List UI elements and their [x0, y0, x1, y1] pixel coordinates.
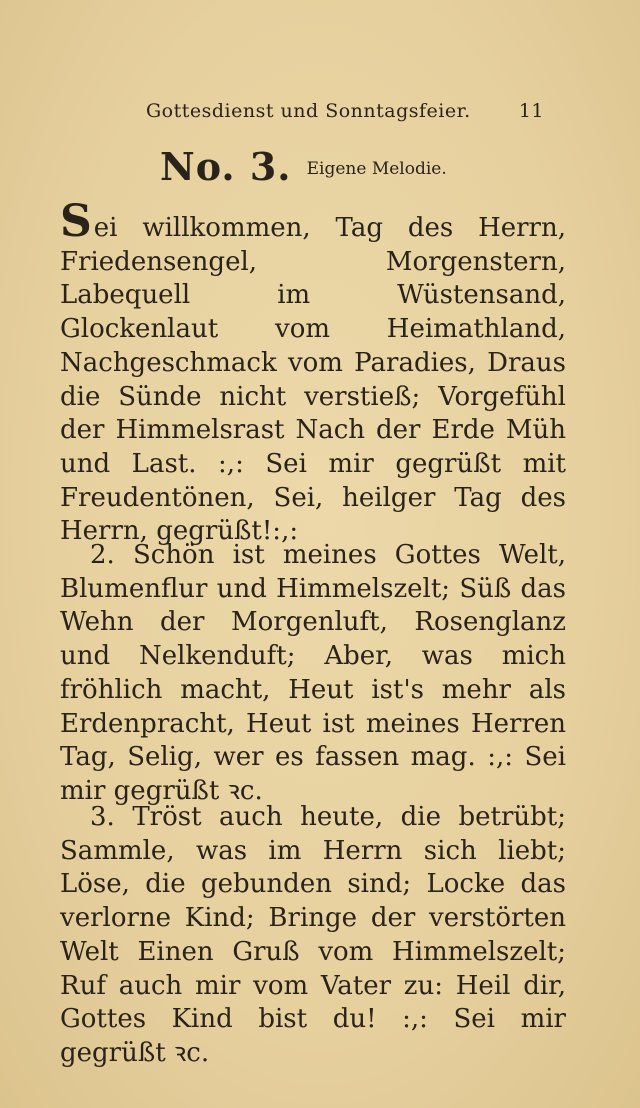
verse-2-text: 2. Schön ist meines Gottes Welt, Blumenflur und Himmelszelt; Süß das Wehn der Morgenluft, Rosenglanz und Nelkenduft; Aber, was mich fröhlich macht, Heut ist's mehr als Erdenpracht, Heut ist meines Herren Tag, Selig, wer es fassen mag. :,: Sei mir gegrüßt ꝛc.	[60, 540, 566, 806]
page-number: 11	[518, 100, 544, 122]
verse-3	[60, 801, 566, 1071]
running-head	[146, 100, 544, 130]
verse-1	[60, 196, 566, 549]
verse-1-text: ei willkommen, Tag des Herrn, Friedensengel, Morgenstern, Labequell im Wüstensand, Glockenlaut vom Heimathland, Nachgeschmack vom Paradies, Draus die Sünde nicht verstieß; Vorgefühl der Himmelsrast Nach der Erde Müh und Last. :,: Sei mir gegrüßt mit Freudentönen, Sei, heilger Tag des Herrn, gegrüßt!:,:	[60, 213, 566, 547]
hymn-heading	[160, 144, 560, 194]
drop-initial: S	[60, 196, 92, 247]
verse-3-text: 3. Tröst auch heute, die betrübt; Sammle, was im Herrn sich liebt; Löse, die gebunden sind; Locke das verlorne Kind; Bringe der verstörten Welt Einen Gruß vom Himmelszelt; Ruf auch mir vom Vater zu: Heil dir, Gottes Kind bist du! :,: Sei mir gegrüßt ꝛc.	[60, 802, 566, 1068]
running-title: Gottesdienst und Sonntagsfeier.	[146, 100, 471, 122]
verse-2	[60, 539, 566, 809]
melody-note: Eigene Melodie.	[306, 159, 447, 179]
hymn-number: No. 3.	[160, 144, 292, 189]
